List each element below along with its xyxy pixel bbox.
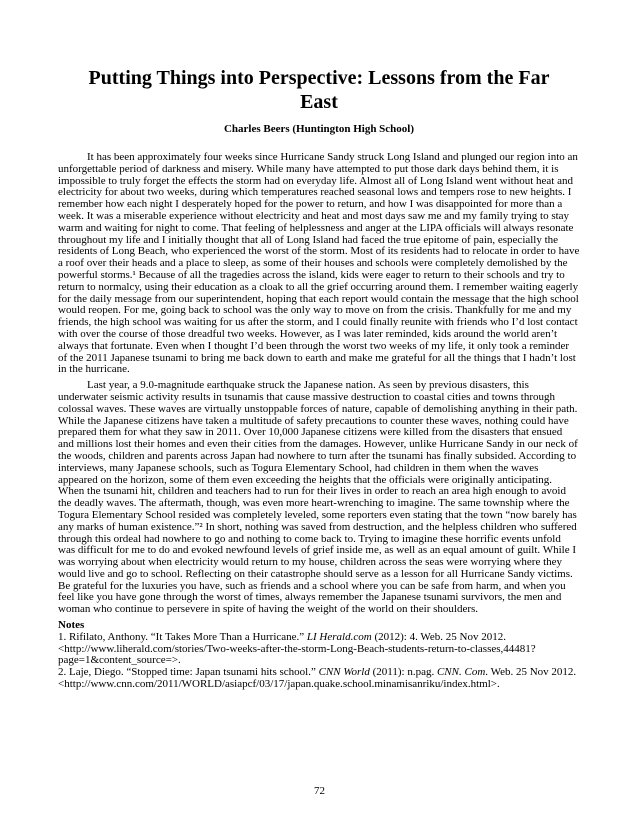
note-item: 1. Rifilato, Anthony. “It Takes More Than a Hurricane.” LI Herald.com (2012): 4. Web. 25 Nov 2012. <http://www.liherald.com/stories/Two-weeks-after-the-storm-Long-Beach-students-return-to-classes,44481?page=1&content_source=>. [58,630,536,667]
notes-heading: Notes [58,619,85,632]
essay-author: Charles Beers (Huntington High School) [223,123,415,135]
essay-title: Putting Things into Perspective: Lessons from the Far East [88,67,550,113]
essay-paragraph: It has been approximately four weeks since Hurricane Sandy struck Long Island and plunged our region into an unforgettable period of darkness and misery. While many have attempted to put those dark days behind them, it is impossible to truly forget the effects the storm had on everyday life. Almost all of Long Island went without heat and electricity for about two weeks, during which temperatures reached seasonal lows and tempers rose to new heights. I remember how each night I desperately hoped for the power to return, and how I was disappointed for more than a week. It was a miserable experience without electricity and heat and most days saw me and my family trying to stay warm and waiting for night to come. That feeling of helplessness and anger at the LIPA officials will always resonate throughout my life and I initially thought that all of Long Island had faced the true epitome of pain, especially the residents of Long Beach, who experienced the worst of the storm. Most of its residents had to relocate in order to have a roof over their heads and a place to sleep, as some of their houses and schools were completely demolished by the powerful storms.¹ Because of all the tragedies across the island, kids were eager to return to their schools and try to return to normalcy, using their education as a cloak to all the grief occurring around them. I remember waiting eagerly for the daily message from our superintendent, hoping that each report would contain the message that the high school would reopen. For me, going back to school was the only way to move on from the crisis. Thankfully for me and my friends, the high school was waiting for us after the storm, and I could finally reunite with friends who I’d lost contact with over the course of those dreadful two weeks. However, as I was later reminded, kids around the world aren’t always that fortunate. Even when I thought I’d been through the worst two weeks of my life, it only took a reminder of the 2011 Japanese tsunami to bring me back down to earth and make me grateful for all the things that I hadn’t lost in the hurricane. [58,151,580,376]
notes-section [58,620,580,691]
note-item: 2. Laje, Diego. “Stopped time: Japan tsunami hits school.” CNN World (2011): n.pag. CNN. Com. Web. 25 Nov 2012. <http://www.cnn.com/2011/WORLD/asiapcf/03/17/japan.quake.school.minamisanriku/index.html>. [58,666,577,691]
page-number: 72 [314,785,325,797]
essay-body [58,152,580,616]
essay-paragraph: Last year, a 9.0-magnitude earthquake struck the Japanese nation. As seen by previous disasters, this underwater seismic activity results in tsunamis that cause massive destruction to coastal cities and towns through colossal waves. These waves are virtually unstoppable forces of nature, capable of demolishing anything in their path. While the Japanese citizens have taken a multitude of safety precautions to counter these waves, nothing could have prepared them for what they saw in 2011. Over 10,000 Japanese citizens were killed from the disasters that ensued and millions lost their homes and even their cities from the damages. However, unlike Hurricane Sandy in our neck of the woods, children and parents across Japan had nowhere to turn after the tsunami has finally subsided. According to interviews, many Japanese schools, such as Togura Elementary School, had children in them when the waves appeared on the horizon, some of them even exceeding the heights that the officials were originally anticipating. When the tsunami hit, children and teachers had to run for their lives in order to reach an area high enough to avoid the deadly waves. The aftermath, though, was even more heart-wrenching to imagine. The same township where the Togura Elementary School resided was completely leveled, some reporters even stating that the town “now barely has any marks of human existence.”² In short, nothing was saved from destruction, and the helpless children who suffered through this ordeal had nowhere to go and nothing to come back to. Trying to imagine these horrific events unfold was difficult for me to do and evoked newfound levels of grief inside me, as well as an equal amount of guilt. While I was worrying about when electricity would return to my house, children across the seas were worrying where they would live and go to school. Reflecting on their catastrophe should serve as a lesson for all Hurricane Sandy victims. Be grateful for the luxuries you have, such as friends and a school where you can be safe from harm, and when you feel like you have gone through the worst of times, always remember the Japanese tsunami survivors, the men and woman who continue to persevere in spite of having the weight of the world on their shoulders. [58,379,578,616]
essay-content [58,66,580,691]
